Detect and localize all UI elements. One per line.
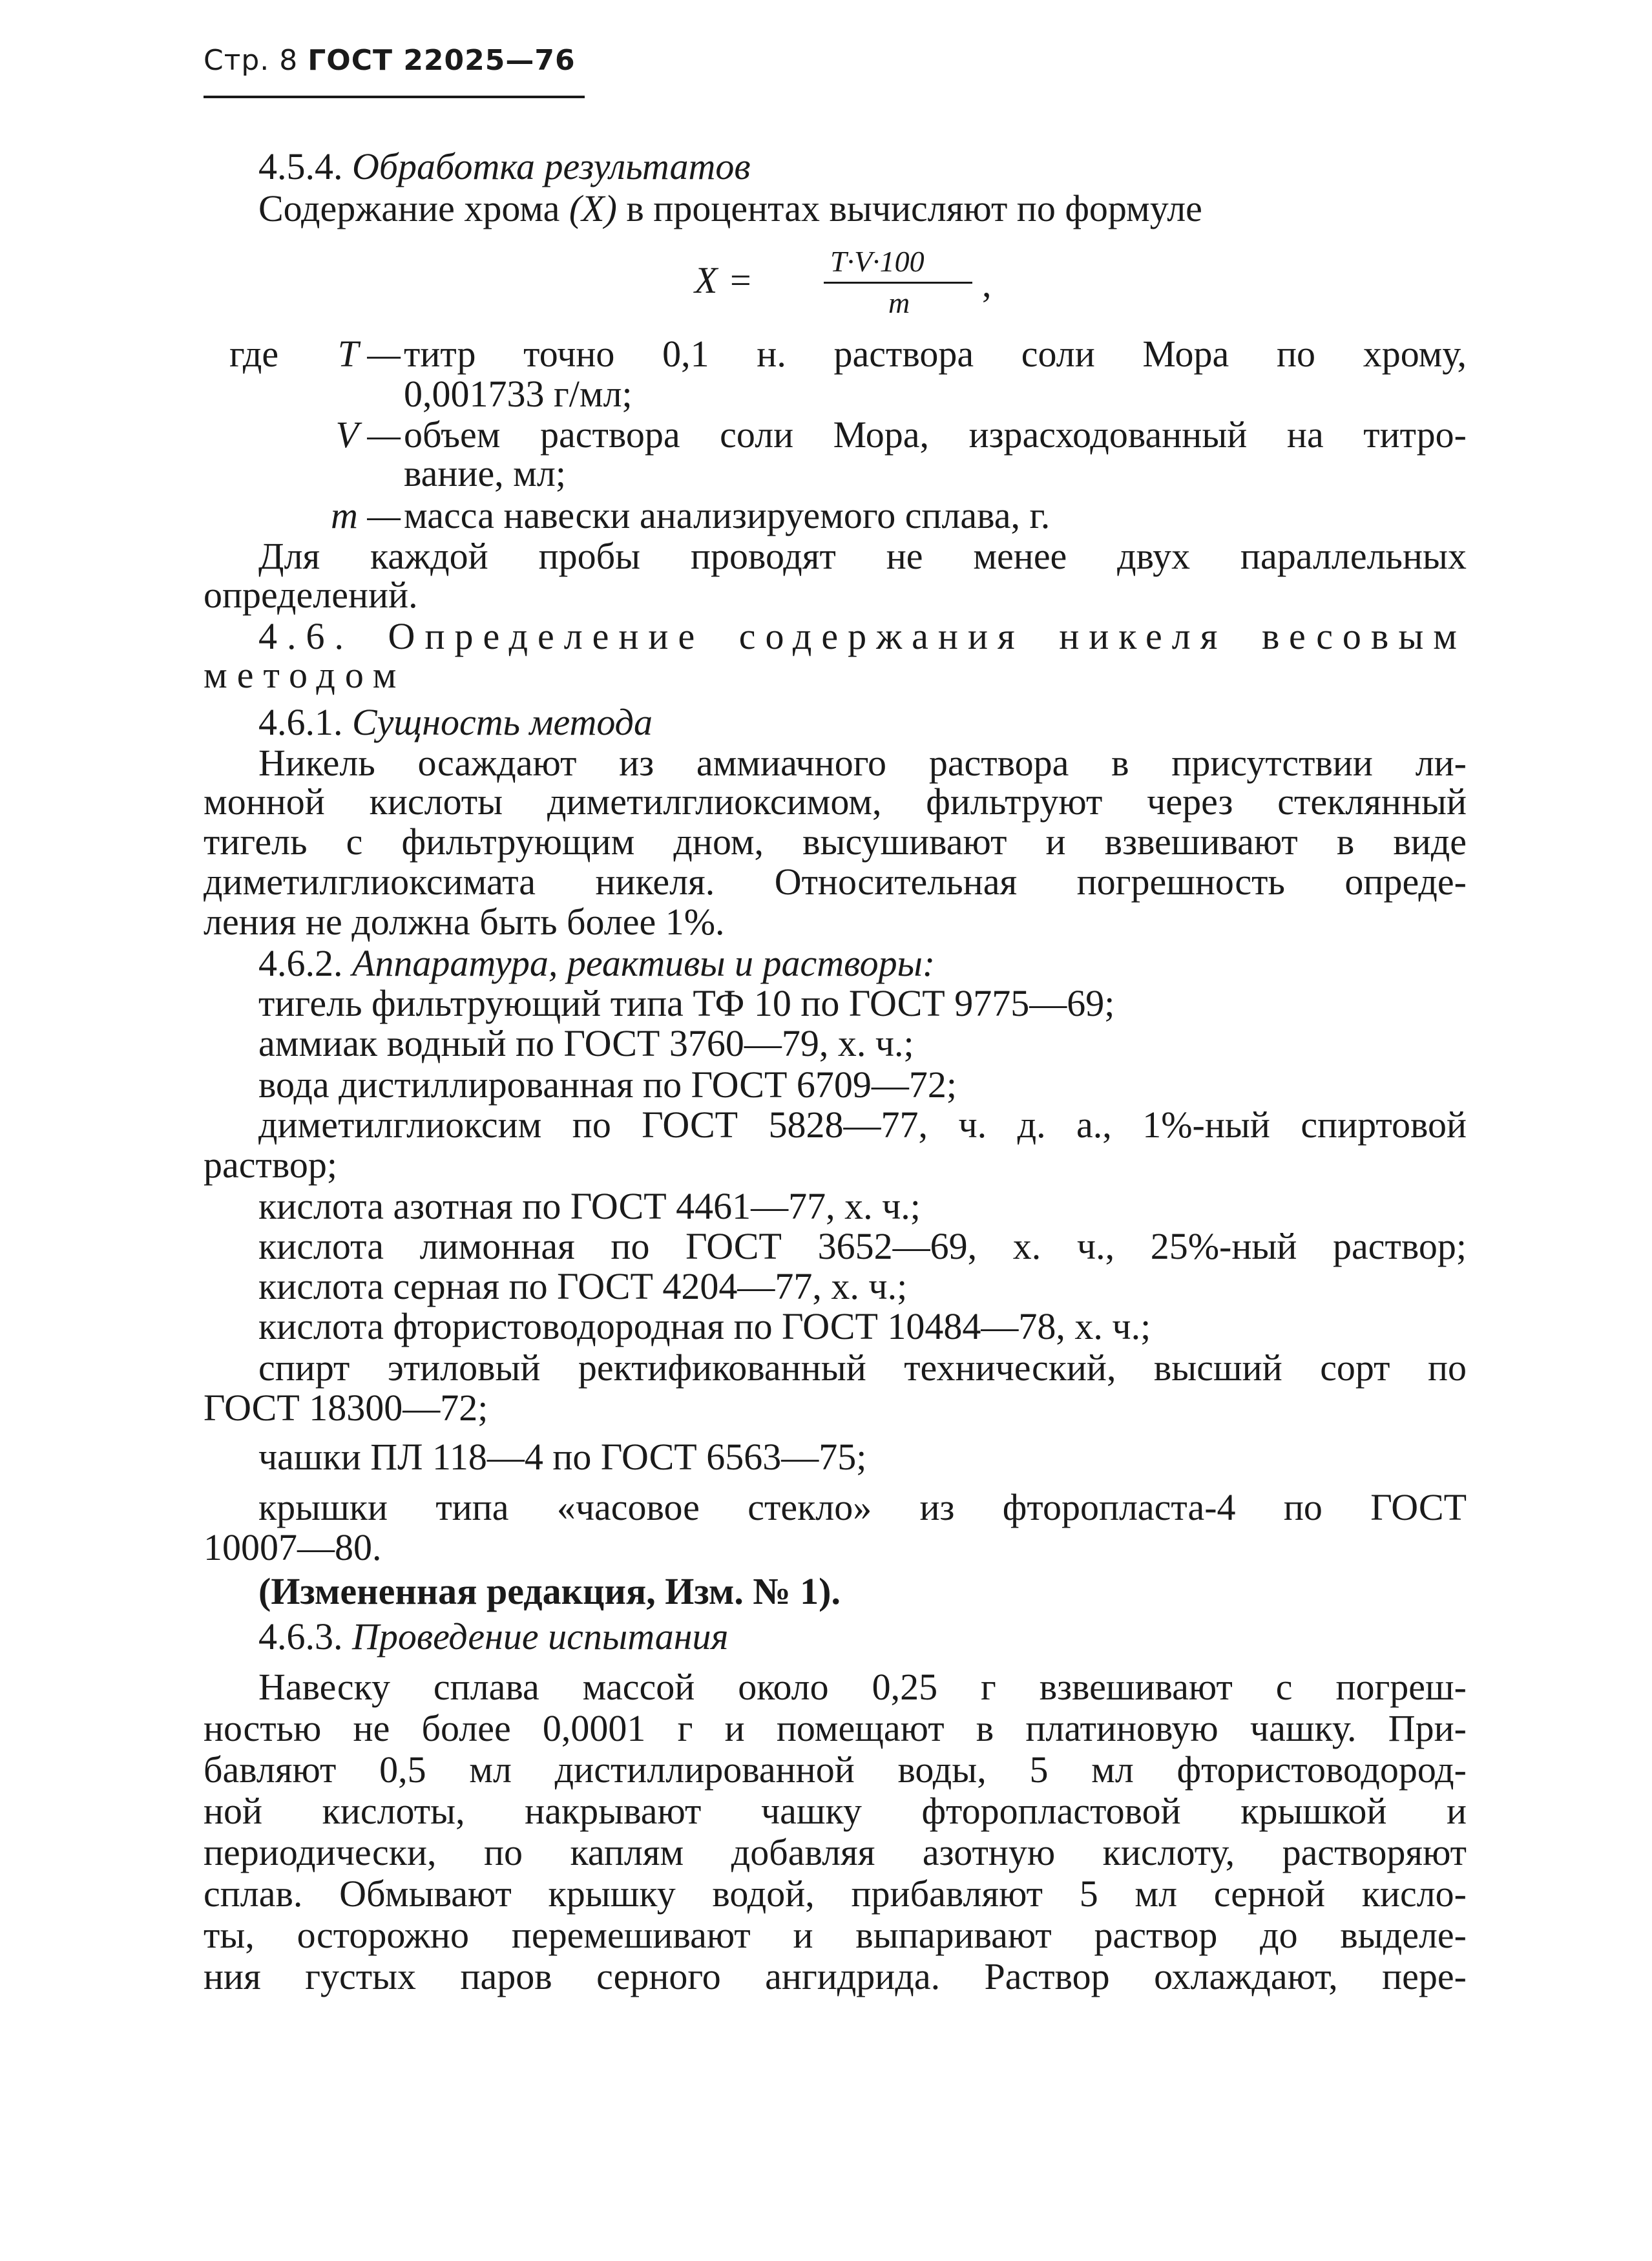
reagent-item-9-line-2: ГОСТ 18300—72;: [204, 1387, 488, 1429]
reagent-item-10: чашки ПЛ 118—4 по ГОСТ 6563—75;: [258, 1436, 867, 1478]
header-rule: [204, 96, 585, 98]
legend-t-text-1: титр точно 0,1 н. раствора соли Мора по хрому,: [404, 333, 1467, 375]
section-4-6-1-heading: 4.6.1. Сущность метода: [258, 701, 653, 743]
section-title: Обработка результатов: [352, 145, 751, 187]
parallel-line-1: Для каждой пробы проводят не менее двух параллельных: [258, 535, 1467, 577]
legend-symbol-m: m —: [331, 494, 401, 536]
s463-line-2: ностью не более 0,0001 г и помещают в платиновую чашку. При-: [204, 1707, 1467, 1749]
reagent-item-4-line-2: раствор;: [204, 1144, 337, 1186]
s463-line-4: ной кислоты, накрывают чашку фторопластовой крышкой и: [204, 1790, 1467, 1832]
legend-m-text: масса навески анализируемого сплава, г.: [404, 494, 1051, 536]
parallel-line-2: определений.: [204, 574, 418, 616]
section-number: 4.5.4.: [258, 145, 343, 187]
section-4-6-heading-line-1: 4.6. Определение содержания никеля весовым: [258, 615, 1467, 657]
s463-line-1: Навеску сплава массой около 0,25 г взвешивают с погреш-: [258, 1666, 1467, 1708]
s461-line-3: тигель с фильтрующим дном, высушивают и взвешивают в виде: [204, 821, 1467, 863]
section-4-6-heading-line-2: методом: [204, 654, 406, 696]
reagent-item-11-line-2: 10007—80.: [204, 1526, 382, 1568]
reagent-item-9-line-1: спирт этиловый ректификованный технический, высший сорт по: [258, 1347, 1467, 1389]
reagent-item-5: кислота азотная по ГОСТ 4461—77, х. ч.;: [258, 1185, 921, 1227]
running-header: [204, 44, 576, 77]
legend-where: где: [229, 333, 279, 375]
formula-numerator: T·V·100: [830, 245, 925, 278]
document-number: ГОСТ 22025—76: [308, 44, 576, 77]
chromium-formula: [695, 244, 992, 328]
reagent-item-7: кислота серная по ГОСТ 4204—77, х. ч.;: [258, 1265, 908, 1307]
formula-lhs: X: [695, 259, 718, 301]
legend-symbol-v: V —: [335, 414, 401, 456]
formula-intro: Содержание хрома (X) в процентах вычисляют по формуле: [258, 187, 1202, 229]
formula-equals: =: [730, 259, 751, 301]
reagent-item-4-line-1: диметилглиоксим по ГОСТ 5828—77, ч. д. а., 1%-ный спиртовой: [258, 1104, 1467, 1146]
legend-t-text-2: 0,001733 г/мл;: [404, 373, 633, 415]
s463-line-3: бавляют 0,5 мл дистиллированной воды, 5 мл фтористоводород-: [204, 1749, 1467, 1791]
legend-symbol-t: T —: [337, 333, 401, 375]
reagent-item-3: вода дистиллированная по ГОСТ 6709—72;: [258, 1064, 957, 1106]
s463-line-6: сплав. Обмывают крышку водой, прибавляют 5 мл серной кисло-: [204, 1873, 1467, 1915]
fraction-bar: [824, 282, 972, 284]
legend-v-text-2: вание, мл;: [404, 452, 566, 494]
s461-line-5: ления не должна быть более 1%.: [204, 901, 725, 943]
reagent-item-6: кислота лимонная по ГОСТ 3652—69, х. ч., 25%-ный раствор;: [258, 1225, 1467, 1267]
s461-line-2: монной кислоты диметилглиоксимом, фильтруют через стеклянный: [204, 781, 1467, 823]
section-4-6-3-heading: 4.6.3. Проведение испытания: [258, 1615, 729, 1657]
page-label: Стр. 8: [204, 44, 298, 77]
revision-note: (Измененная редакция, Изм. № 1).: [258, 1570, 841, 1612]
s463-line-8: ния густых паров серного ангидрида. Раствор охлаждают, пере-: [204, 1955, 1467, 1997]
section-4-5-4-heading: [258, 145, 751, 188]
reagent-item-11-line-1: крышки типа «часовое стекло» из фторопласта-4 по ГОСТ: [258, 1486, 1467, 1528]
legend-v-text-1: объем раствора соли Мора, израсходованный на титро-: [404, 414, 1467, 456]
formula-comma: ,: [982, 263, 992, 305]
section-4-6-2-heading: 4.6.2. Аппаратура, реактивы и растворы:: [258, 942, 936, 984]
reagent-item-8: кислота фтористоводородная по ГОСТ 10484—78, х. ч.;: [258, 1305, 1151, 1347]
s461-line-4: диметилглиоксимата никеля. Относительная погрешность опреде-: [204, 861, 1467, 903]
reagent-item-2: аммиак водный по ГОСТ 3760—79, х. ч.;: [258, 1022, 914, 1064]
formula-denominator: m: [888, 286, 910, 319]
s463-line-5: периодически, по каплям добавляя азотную кислоту, растворяют: [204, 1831, 1467, 1873]
reagent-item-1: тигель фильтрующий типа ТФ 10 по ГОСТ 9775—69;: [258, 982, 1115, 1024]
s461-line-1: Никель осаждают из аммиачного раствора в присутствии ли-: [258, 742, 1467, 784]
s463-line-7: ты, осторожно перемешивают и выпаривают раствор до выделе-: [204, 1914, 1467, 1956]
